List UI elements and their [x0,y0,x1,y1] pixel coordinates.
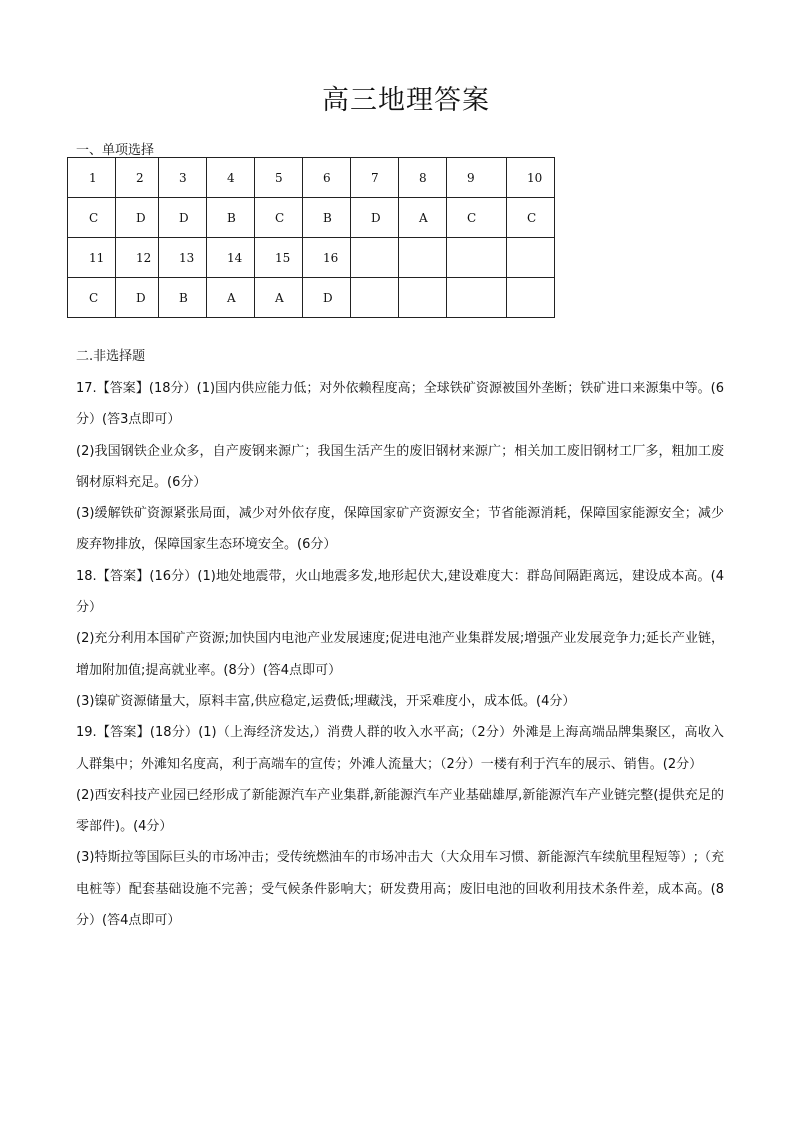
cell-text: 1 [89,170,97,185]
table-cell [447,198,507,238]
answer-paragraph-18-1: 18.【答案】(16分）(1)地处地震带，火山地震多发,地形起伏大,建设难度大：群岛间隔距离远，建设成本高。(4分） [76,568,724,616]
cell-text: A [419,210,428,225]
cell-text: D [323,290,333,305]
answer-paragraph-19-3: (3)特斯拉等国际巨头的市场冲击；受传统燃油车的市场冲击大（大众用车习惯、新能源汽车续航里程短等）;（充电桩等）配套基础设施不完善；受气候条件影响大；研发费用高；废旧电池的回收利用技术条件差，成本高。(8分）(答4点即可） [76,850,724,929]
answer-table [67,157,555,318]
table-cell [447,238,507,278]
cell-text: B [227,210,236,225]
table-cell [255,278,303,318]
table-row [68,278,555,318]
table-cell [255,238,303,278]
cell-text: D [371,210,381,225]
table-cell [399,238,447,278]
table-cell [255,158,303,198]
table-cell [255,198,303,238]
cell-text: A [275,290,284,305]
cell-text: B [179,290,188,305]
table-cell [303,278,351,318]
cell-text: 3 [179,170,187,185]
table-cell [399,158,447,198]
cell-text: 4 [227,170,235,185]
table-cell [159,198,207,238]
answer-paragraph-19-2: (2)西安科技产业园已经形成了新能源汽车产业集群,新能源汽车产业基础雄厚,新能源汽车产业链完整(提供充足的零部件)。(4分） [76,787,724,835]
table-cell [159,278,207,318]
table-cell [507,158,555,198]
cell-text: 15 [275,250,291,265]
table-cell [116,278,159,318]
cell-text: D [136,210,146,225]
answer-paragraph-19-1: 19.【答案】(18分）(1)（上海经济发达,）消费人群的收入水平高;（2分）外滩是上海高端品牌集聚区，高收入人群集中；外滩知名度高，利于高端车的宣传；外滩人流量大；（2分）一楼有利于汽车的展示、销售。(2分） [76,725,724,772]
cell-text: 11 [89,250,105,265]
table-row [68,198,555,238]
cell-text: A [227,290,236,305]
cell-text: D [136,290,146,305]
table-cell [207,238,255,278]
table-cell [68,238,116,278]
answer-paragraph-18-3: (3)镍矿资源储量大，原料丰富,供应稳定,运费低;埋藏浅，开采难度小，成本低。(4分） [76,693,576,709]
cell-text: 14 [227,250,243,265]
table-cell [351,278,399,318]
table-cell [447,278,507,318]
cell-text: C [467,210,477,225]
table-cell [303,158,351,198]
table-cell [351,158,399,198]
table-cell [507,238,555,278]
cell-text: 7 [371,170,379,185]
cell-text: C [89,210,99,225]
cell-text: 16 [323,250,339,265]
table-row [68,158,555,198]
answer-paragraph-17-3: (3)缓解铁矿资源紧张局面，减少对外依存度，保障国家矿产资源安全；节省能源消耗，保障国家能源安全；减少废弃物排放，保障国家生态环境安全。(6分） [76,506,724,553]
cell-text: 5 [275,170,283,185]
table-cell [507,278,555,318]
cell-text: C [527,210,537,225]
cell-text: B [323,210,332,225]
section-heading-non-choice: 二.非选择题 [76,349,146,364]
table-cell [351,198,399,238]
cell-text: 12 [136,250,152,265]
table-cell [116,158,159,198]
table-cell [159,158,207,198]
table-cell [116,238,159,278]
table-cell [68,198,116,238]
cell-text: 10 [527,170,543,185]
table-row [68,238,555,278]
cell-text: 8 [419,170,427,185]
cell-text: 13 [179,250,195,265]
cell-text: 2 [136,170,144,185]
table-cell [507,198,555,238]
cell-text: 6 [323,170,331,185]
page-title: 高三地理答案 [322,85,490,116]
table-cell [207,198,255,238]
table-cell [447,158,507,198]
table-cell [351,238,399,278]
table-cell [68,278,116,318]
answer-paragraphs [76,373,724,936]
table-cell [399,198,447,238]
answer-paragraph-17-1: 17.【答案】(18分）(1)国内供应能力低；对外依赖程度高；全球铁矿资源被国外垄断；铁矿进口来源集中等。(6分）(答3点即可） [76,381,724,428]
cell-text: 9 [467,170,475,185]
answer-paragraph-18-2: (2)充分利用本国矿产资源;加快国内电池产业发展速度;促进电池产业集群发展;增强产业发展竞争力;延长产业链，增加附加值;提高就业率。(8分）(答4点即可） [76,631,724,678]
table-cell [303,238,351,278]
table-cell [207,278,255,318]
table-cell [68,158,116,198]
table-cell [116,198,159,238]
table-cell [303,198,351,238]
cell-text: C [89,290,99,305]
section-heading-single-choice: 一、单项选择 [76,143,155,158]
table-cell [159,238,207,278]
cell-text: D [179,210,189,225]
answer-paragraph-17-2: (2)我国钢铁企业众多，自产废钢来源广；我国生活产生的废旧钢材来源广；相关加工废旧钢材工厂多，粗加工废钢材原料充足。(6分） [76,443,724,490]
table-cell [399,278,447,318]
cell-text: C [275,210,285,225]
table-cell [207,158,255,198]
